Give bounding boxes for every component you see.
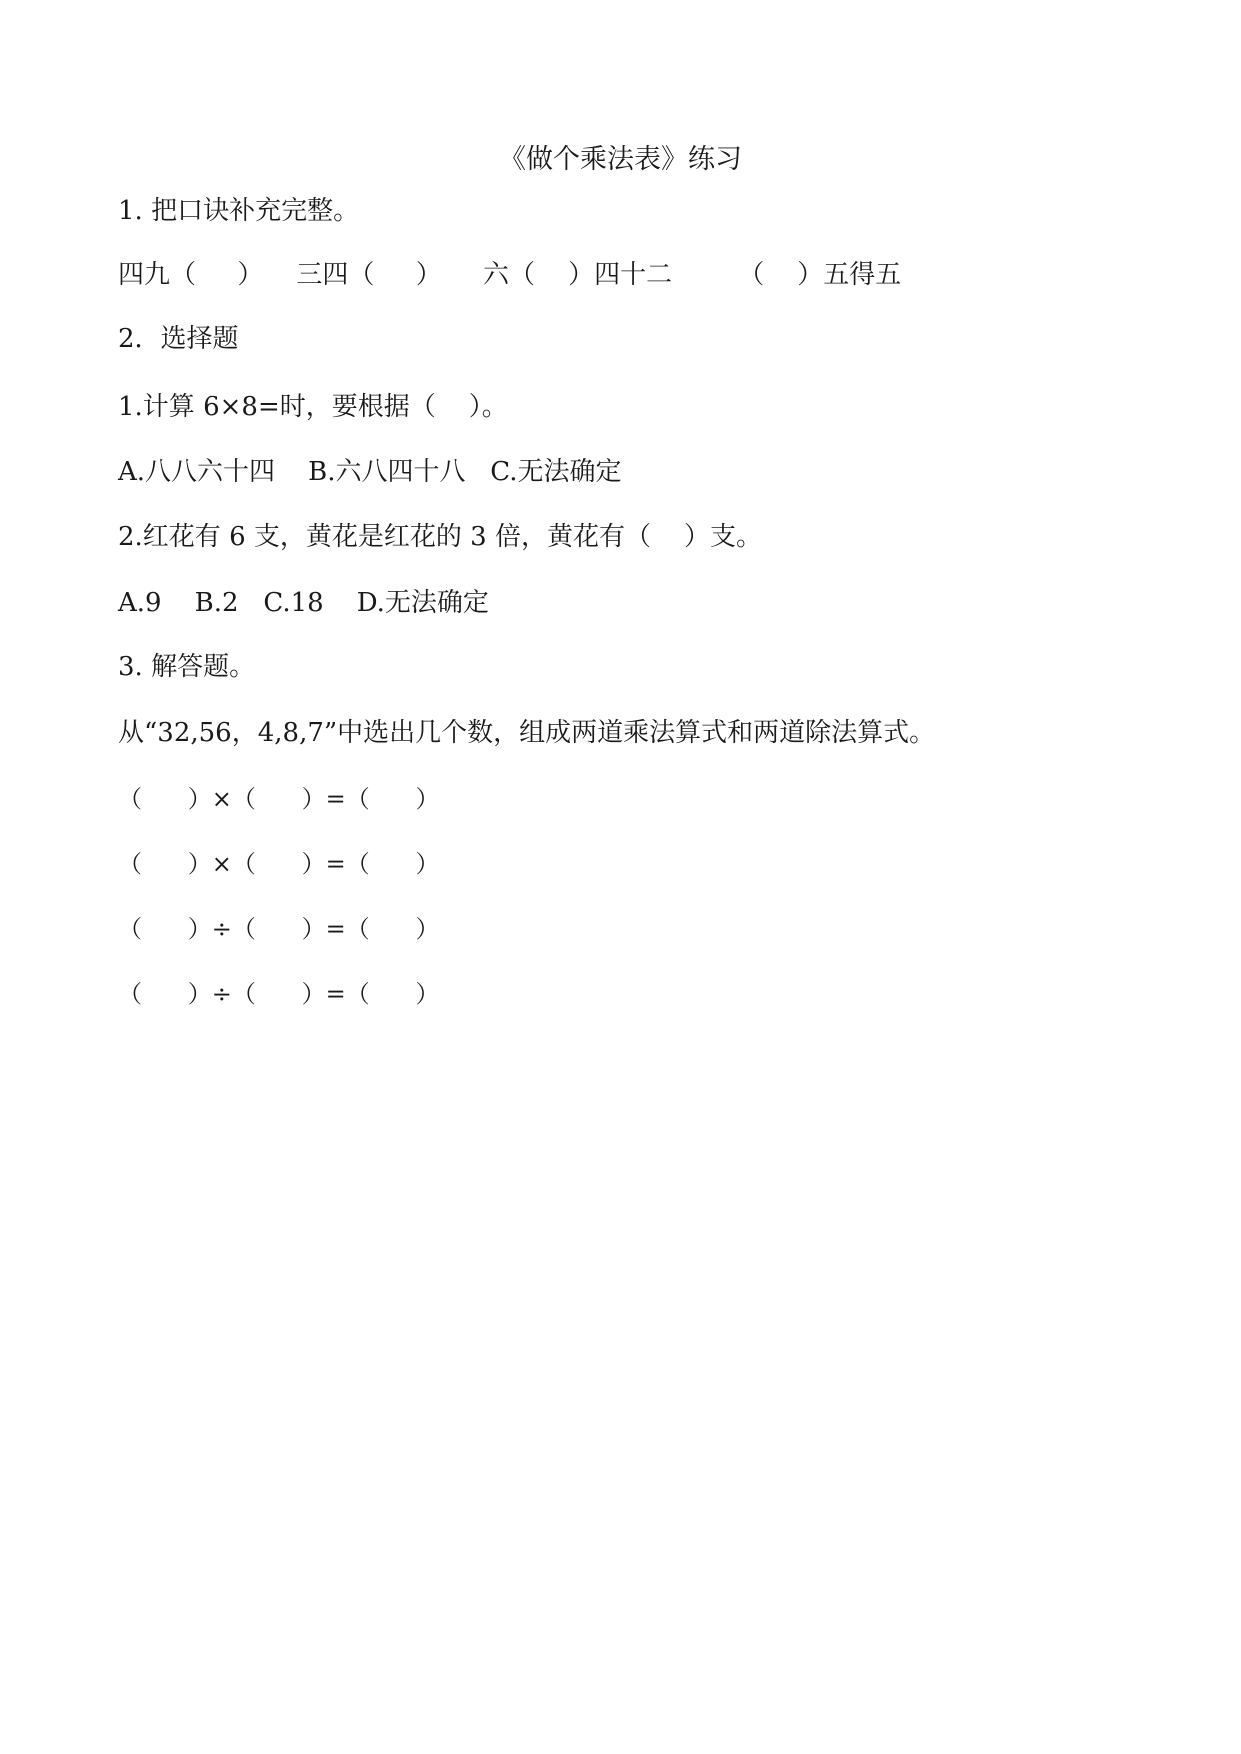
equation-line: （ ）×（ ）=（ ） [118,785,440,813]
question-1-text: 1.计算 6×8=时，要根据（ ）。 [118,392,508,422]
page-title: 《做个乘法表》练习 [499,144,742,175]
question-1-options: A.八八六十四 B.六八四十八 C.无法确定 [118,457,622,487]
equation-line: （ ）÷（ ）=（ ） [118,915,440,943]
equation-line: （ ）÷（ ）=（ ） [118,980,440,1008]
section-3-heading: 3. 解答题。 [118,652,256,682]
equation-line: （ ）×（ ）=（ ） [118,850,440,878]
section-2-heading: 2．选择题 [118,324,239,354]
section-1-heading: 1. 把口诀补充完整。 [118,196,360,226]
question-2-options: A.9 B.2 C.18 D.无法确定 [118,588,489,618]
section-1-fill-line: 四九（ ） 三四（ ） 六（ ）四十二 （ ）五得五 [118,260,902,290]
question-2-text: 2.红花有 6 支，黄花是红花的 3 倍，黄花有（ ）支。 [118,522,763,552]
section-3-prompt: 从“32,56，4,8,7”中选出几个数，组成两道乘法算式和两道除法算式。 [118,718,936,748]
